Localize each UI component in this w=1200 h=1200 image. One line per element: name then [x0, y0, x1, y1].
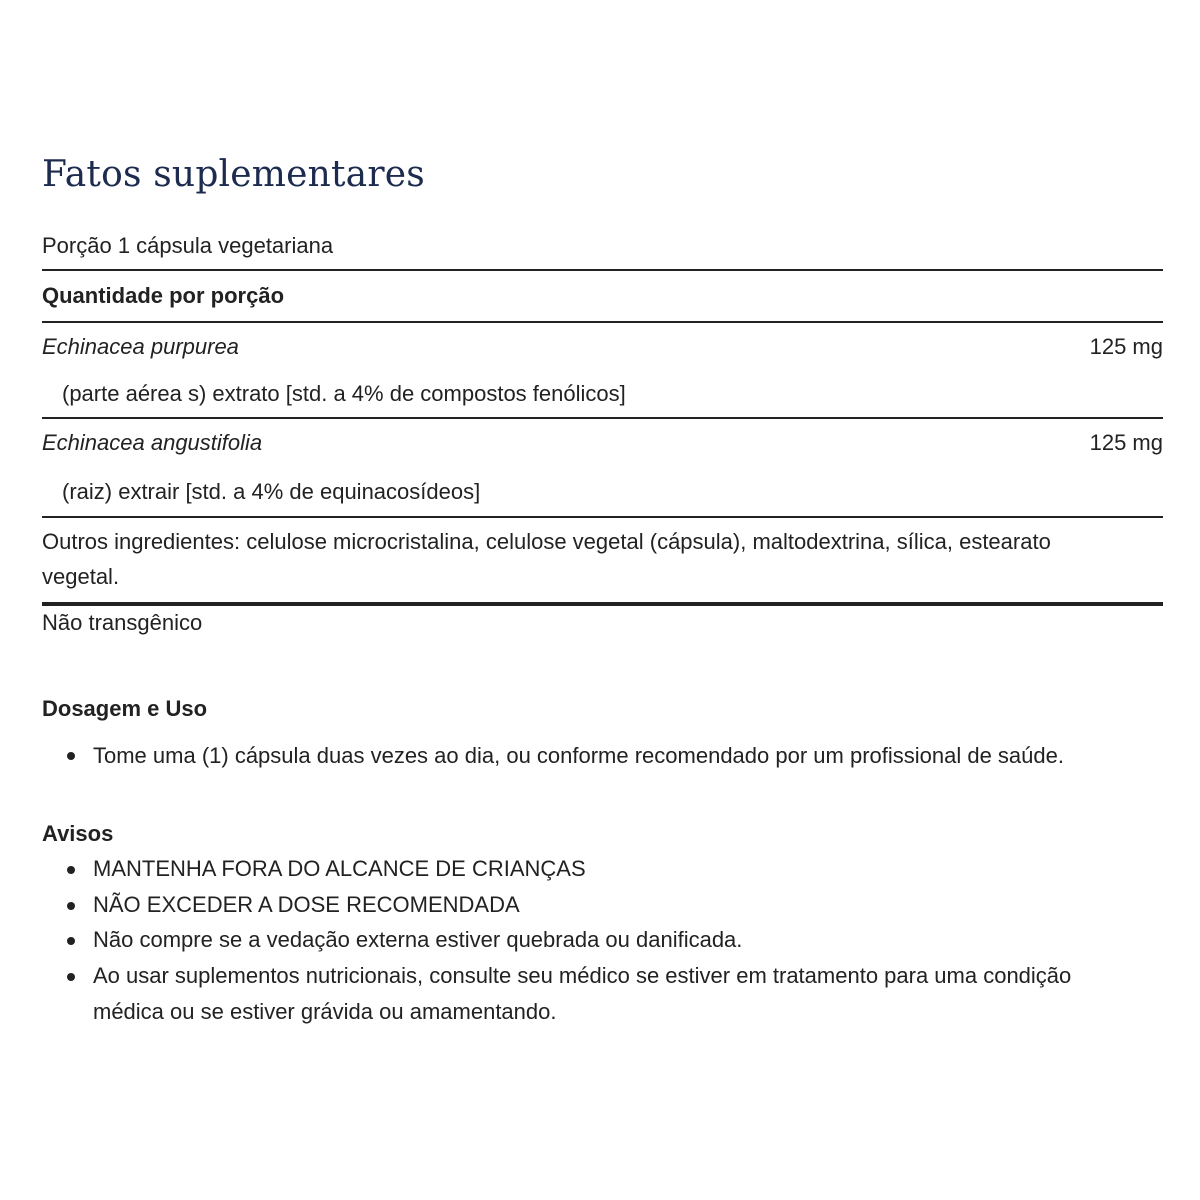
ingredient-name: Echinacea purpurea [42, 334, 239, 359]
bullet-icon [67, 866, 75, 874]
divider [42, 516, 1163, 518]
page-title: Fatos suplementares [42, 154, 425, 195]
thick-divider [42, 602, 1163, 606]
bullet-icon [67, 902, 75, 910]
divider [42, 269, 1163, 271]
serving-size: Porção 1 cápsula vegetariana [42, 233, 334, 258]
ingredient-detail: (parte aérea s) extrato [std. a 4% de compostos fenólicos] [62, 381, 626, 406]
warning-item-continued: médica ou se estiver grávida ou amamentando. [93, 999, 557, 1024]
bullet-icon [67, 752, 75, 760]
divider [42, 417, 1163, 419]
amount-per-serving-header: Quantidade por porção [42, 283, 285, 308]
warnings-heading: Avisos [42, 821, 114, 846]
warning-item: Não compre se a vedação externa estiver quebrada ou danificada. [93, 927, 743, 952]
ingredient-name: Echinacea angustifolia [42, 430, 263, 455]
warning-item: NÃO EXCEDER A DOSE RECOMENDADA [93, 892, 520, 917]
warning-item: Ao usar suplementos nutricionais, consulte seu médico se estiver em tratamento para uma condição [93, 963, 1072, 988]
non-gmo-label: Não transgênico [42, 610, 203, 635]
ingredient-amount: 125 mg [1089, 430, 1163, 455]
dosage-item: Tome uma (1) cápsula duas vezes ao dia, ou conforme recomendado por um profissional de saúde. [93, 743, 1064, 768]
ingredient-amount: 125 mg [1089, 334, 1163, 359]
warning-item: MANTENHA FORA DO ALCANCE DE CRIANÇAS [93, 856, 586, 881]
bullet-icon [67, 937, 75, 945]
bullet-icon [67, 973, 75, 981]
ingredient-detail: (raiz) extrair [std. a 4% de equinacosídeos] [62, 479, 481, 504]
other-ingredients-continued: vegetal. [42, 564, 120, 589]
divider [42, 321, 1163, 323]
other-ingredients: Outros ingredientes: celulose microcristalina, celulose vegetal (cápsula), maltodextrina, sílica, estearato [42, 529, 1051, 554]
dosage-heading: Dosagem e Uso [42, 696, 208, 721]
